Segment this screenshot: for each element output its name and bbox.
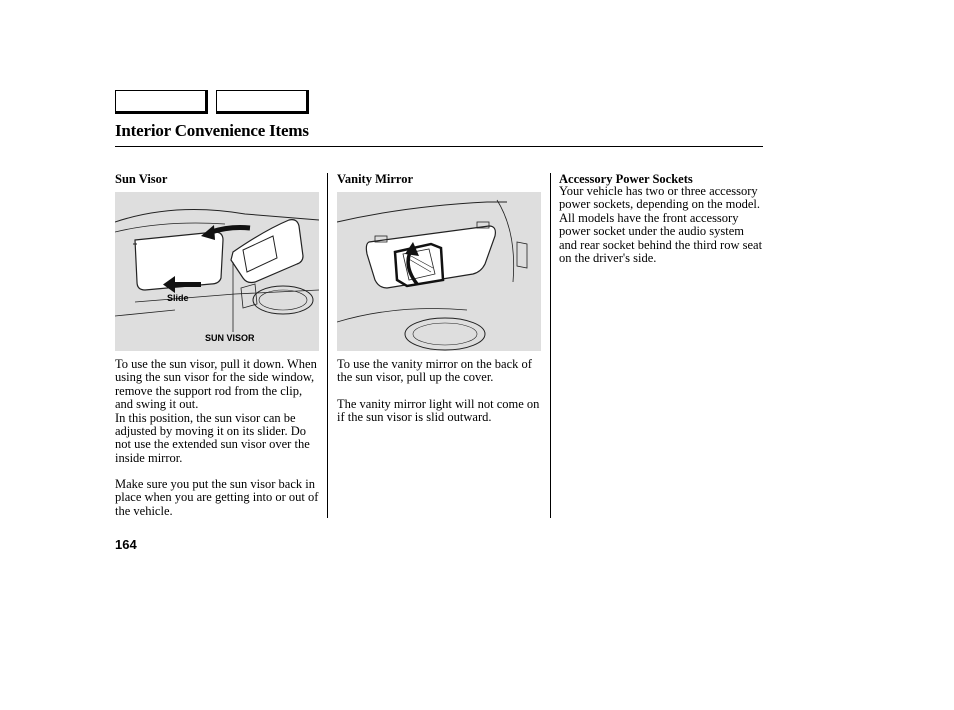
power-sockets-heading: Accessory Power Sockets — [559, 172, 693, 186]
vanity-mirror-heading: Vanity Mirror — [337, 172, 414, 186]
page-title: Interior Convenience Items — [115, 121, 309, 140]
nav-tab-2[interactable] — [216, 90, 309, 114]
vanity-mirror-paragraph-2: The vanity mirror light will not come on if the sun visor is slid outward. — [337, 397, 540, 425]
vanity-mirror-paragraph-1: To use the vanity mirror on the back of the sun visor, pull up the cover. — [337, 357, 532, 385]
sun-visor-heading: Sun Visor — [115, 172, 168, 186]
sun-visor-illustration — [115, 192, 319, 351]
sun-visor-drawing — [115, 192, 319, 351]
page-number: 164 — [115, 537, 137, 552]
column-divider-2 — [550, 173, 551, 518]
vanity-mirror-illustration — [337, 192, 541, 351]
sun-visor-paragraph-2: Make sure you put the sun visor back in place when you are getting into or out of the vehicle. — [115, 477, 319, 518]
slide-label: Slide — [167, 293, 189, 303]
power-sockets-paragraph: Your vehicle has two or three accessory power sockets, depending on the model. All models have the front accessory power socket under the audio system and rear socket behind the third row seat on the driver's side. — [559, 184, 763, 266]
vanity-mirror-drawing — [337, 192, 541, 351]
sun-visor-label: SUN VISOR — [205, 333, 255, 343]
column-divider-1 — [327, 173, 328, 518]
header-rule — [115, 146, 763, 147]
sun-visor-paragraph-1: To use the sun visor, pull it down. When using the sun visor for the side window, remove the support rod from the clip, and swing it out. In this position, the sun visor can be adjusted by moving it on its slider. Do not use the extended sun visor over the inside mirror. — [115, 357, 317, 465]
nav-tab-1[interactable] — [115, 90, 208, 114]
